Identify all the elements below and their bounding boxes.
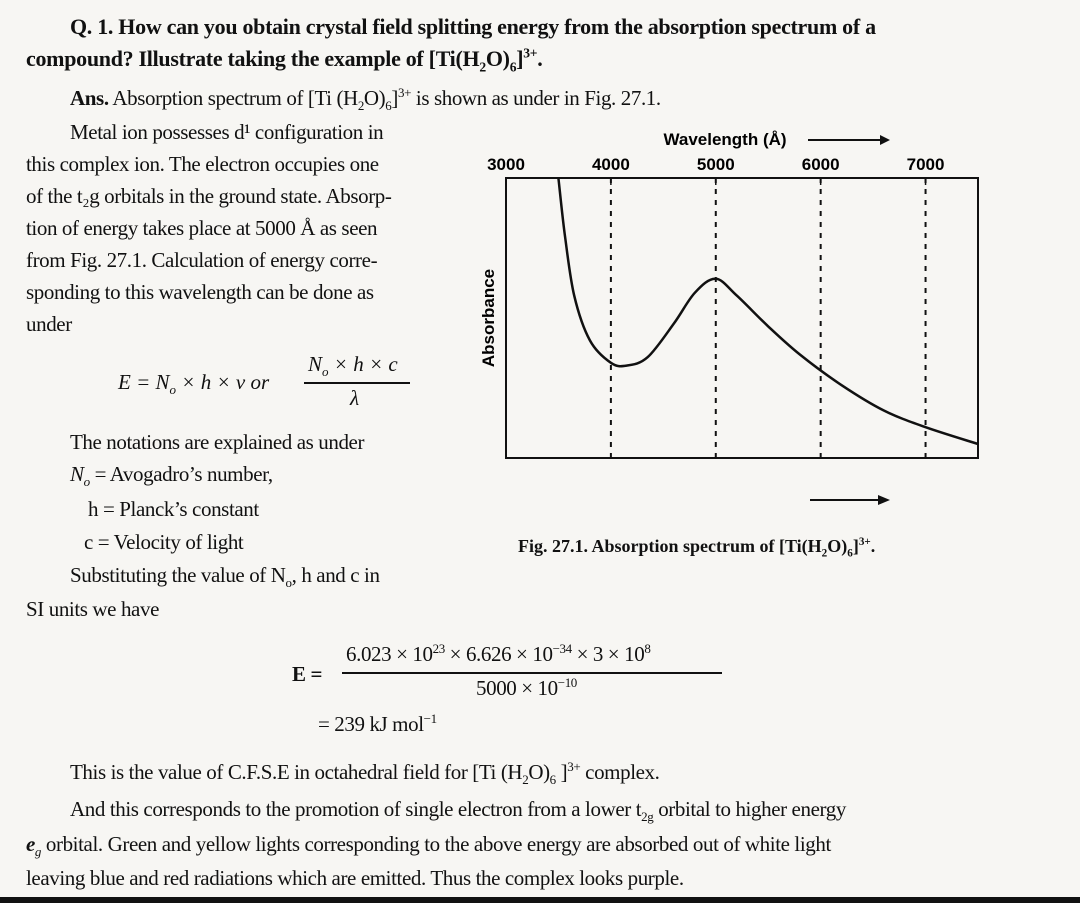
cl1-sup: 3+: [567, 759, 581, 774]
left-para-line-5: sponding to this wavelength can be done as: [26, 280, 374, 304]
x-tick-label-3: 6000: [801, 155, 840, 174]
f2-num-c: × 3 × 10: [571, 642, 645, 666]
formula1-numerator: [308, 352, 398, 380]
cl1-a: This is the value of C.F.S.E in octahedral field for [Ti (H: [70, 760, 523, 784]
f2-num-a: 6.023 × 10: [346, 642, 433, 666]
chart-layer: [479, 130, 978, 505]
left-para-line-1: this complex ion. The electron occupies one: [26, 152, 379, 176]
cl1-d: complex.: [580, 760, 660, 784]
notation-n0: [70, 462, 273, 490]
f1-num-sub: o: [322, 364, 329, 380]
cl3-sub: g: [34, 844, 42, 860]
formula1-lhs: [118, 370, 270, 398]
notations-intro: The notations are explained as under: [70, 430, 365, 454]
plot-frame: [506, 178, 978, 458]
q2-d: .: [537, 46, 543, 71]
f2-res-e: −1: [423, 711, 437, 726]
x-tick-label-2: 5000: [696, 155, 735, 174]
y-axis-label: Absorbance: [479, 268, 498, 368]
cap-a: Fig. 27.1. Absorption spectrum of [Ti(H: [518, 536, 822, 556]
f1-num-a: N: [308, 352, 323, 376]
closing-line-2: [70, 797, 846, 825]
ans-c: ]: [391, 86, 398, 110]
subst-sub: o: [285, 575, 292, 591]
formula2-lhs: E =: [292, 662, 323, 686]
x-axis-label: Wavelength (Å): [663, 130, 787, 149]
answer-label: Ans.: [70, 86, 109, 110]
ans-sup: 3+: [397, 85, 412, 100]
closing-line-1: [70, 759, 660, 788]
left-para-line-0: Metal ion possesses d¹ configuration in: [70, 120, 384, 144]
substitution-line: [70, 563, 380, 591]
formula2-denominator: [476, 676, 577, 701]
left-para-line-6: under: [26, 312, 72, 336]
cap-b: O): [827, 536, 848, 556]
x-axis-arrow-head-top: [880, 135, 890, 145]
f2-den-e: −10: [557, 675, 577, 690]
cl2-b: orbital to higher energy: [653, 797, 846, 821]
f2-num-b: × 6.626 × 10: [444, 642, 553, 666]
ans-d: is shown as under in Fig. 27.1.: [411, 86, 661, 110]
x-tick-label-1: 4000: [591, 155, 630, 174]
n0-b: = Avogadro’s number,: [89, 462, 273, 486]
q2-c: ]: [516, 46, 524, 71]
x-axis-arrow-head-bottom: [878, 495, 890, 505]
left-para-line-2: of the t₂g orbitals in the ground state. Absorp-: [26, 184, 392, 208]
cl2-sub: 2g: [641, 809, 654, 825]
absorbance-curve: [558, 178, 978, 444]
ans-b: O): [363, 86, 386, 110]
cl1-sub2: 6: [549, 772, 556, 788]
subst-a: Substituting the value of N: [70, 563, 286, 587]
closing-line-4: leaving blue and red radiations which are emitted. Thus the complex looks purple.: [26, 866, 684, 890]
cl1-sub1: 2: [522, 772, 529, 788]
question-line-2: [26, 45, 543, 75]
left-para-line-4: from Fig. 27.1. Calculation of energy corre-: [26, 248, 378, 272]
left-para-line-3: tion of energy takes place at 5000 Å as seen: [26, 216, 378, 240]
f2-res-a: = 239 kJ mol: [318, 712, 424, 736]
f2-e3: 8: [644, 641, 651, 656]
n0-sub: o: [83, 474, 90, 490]
q2-sup: 3+: [523, 45, 538, 61]
f2-e1: 23: [432, 641, 445, 656]
cap-sub2: 6: [847, 547, 853, 560]
f2-e2: −34: [552, 641, 572, 656]
cap-c: ]: [852, 536, 859, 556]
f1-num-b: × h × c: [328, 352, 398, 376]
cl2-a: And this corresponds to the promotion of single electron from a lower t: [70, 797, 642, 821]
subst-b: , h and c in: [291, 563, 380, 587]
formula1-fraction-bar: [304, 382, 410, 384]
ans-sub2: 6: [385, 98, 392, 114]
formula2-result: [318, 712, 437, 737]
q2-b: O): [485, 46, 510, 71]
x-tick-label-4: 7000: [906, 155, 945, 174]
bottom-edge: [0, 897, 1080, 903]
x-tick-label-0: 3000: [487, 155, 525, 174]
q2-a: compound? Illustrate taking the example of [Ti(H: [26, 46, 480, 71]
formula1-denominator: λ: [350, 386, 360, 410]
q2-sub1: 2: [479, 59, 486, 75]
si-units-line: SI units we have: [26, 597, 159, 621]
f2-den-a: 5000 × 10: [476, 676, 558, 700]
cl3-b: orbital. Green and yellow lights corresponding to the above energy are absorbed out of white light: [41, 832, 831, 856]
f1-lhs: E = N: [118, 370, 170, 394]
question-line-1: Q. 1. How can you obtain crystal field splitting energy from the absorption spectrum of a: [70, 14, 876, 39]
notation-c: c = Velocity of light: [84, 530, 244, 554]
formula2-fraction-bar: [342, 672, 722, 674]
absorption-spectrum-chart: [470, 120, 990, 570]
cap-sub1: 2: [821, 547, 828, 560]
ans-a: Absorption spectrum of [Ti (H: [108, 86, 358, 110]
notation-h: h = Planck’s constant: [88, 497, 259, 521]
cl1-b: O): [528, 760, 550, 784]
f1-lhs-sub: o: [169, 382, 177, 398]
formula2-numerator: [346, 642, 650, 667]
cap-sup: 3+: [858, 536, 871, 548]
f1-lhs-rest: × h × v or: [176, 370, 270, 394]
n0-a: N: [70, 462, 84, 486]
cap-d: .: [870, 536, 876, 556]
figure-caption: [518, 536, 876, 560]
cl1-c: ]: [555, 760, 568, 784]
q2-sub2: 6: [509, 59, 517, 75]
cl3-a: e: [26, 832, 35, 856]
ans-sub1: 2: [357, 98, 364, 114]
closing-line-3: [26, 832, 831, 860]
answer-line: [70, 85, 661, 114]
